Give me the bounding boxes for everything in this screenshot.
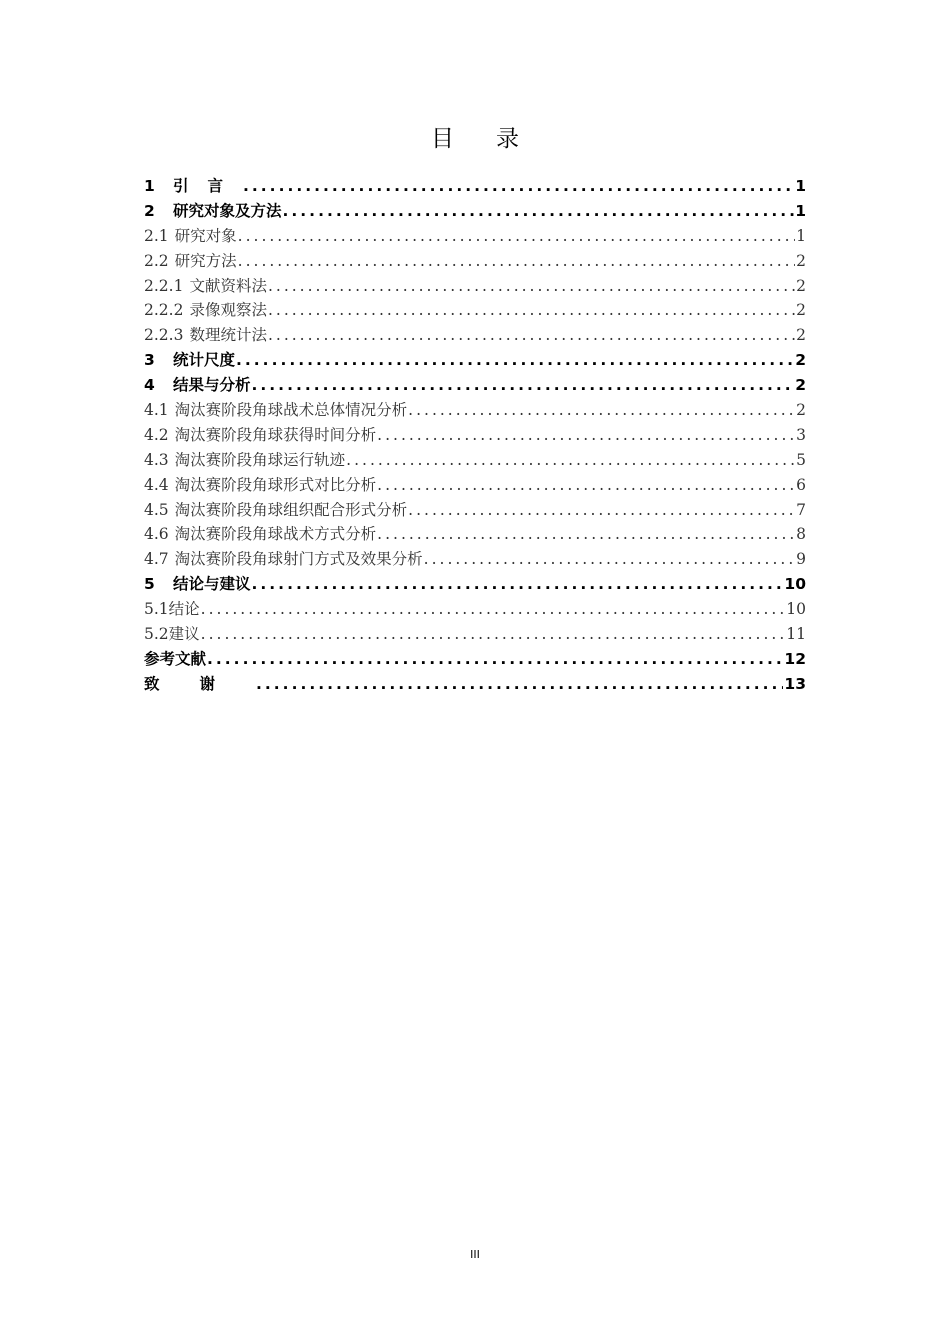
toc-entry-number: 5 [144,575,155,594]
toc-leader-dots [268,274,795,299]
toc-entry[interactable] [144,373,806,398]
toc-leader-dots [377,522,795,547]
toc-entry-page: 1 [795,201,806,220]
toc-entry-label: 统计尺度 [173,351,236,370]
toc-entry-page: 10 [786,600,806,619]
toc-entry-number: 2.2 [144,251,169,270]
toc-entry-number: 4.6 [144,525,169,544]
toc-entry[interactable] [144,672,806,697]
toc-entry-label: 结论 [168,600,200,619]
toc-entry-label: 淘汰赛阶段角球射门方式及效果分析 [174,550,423,569]
toc-entry-label: 研究对象 [174,226,237,245]
toc-entry-number: 4 [144,376,155,395]
toc-leader-dots [268,298,795,323]
toc-entry-number: 2.2.1 [144,276,184,295]
toc-entry-label: 研究方法 [174,251,237,270]
toc-entry-number: 2.2.2 [144,301,184,320]
toc-entry-label: 数理统计法 [189,326,267,345]
toc-entry-number: 3 [144,351,155,370]
toc-leader-dots [243,174,794,199]
toc-entry-label: 建议 [168,625,200,644]
page-title: 目录 [431,126,561,152]
toc-leader-dots [346,448,795,473]
toc-leader-dots [256,672,783,697]
toc-entry[interactable] [144,199,806,224]
toc-entry[interactable] [144,572,806,597]
toc-entry-label: 淘汰赛阶段角球形式对比分析 [174,475,377,494]
toc-leader-dots [201,597,786,622]
toc-leader-dots [268,323,795,348]
toc-entry-label: 录像观察法 [189,301,267,320]
toc-entry[interactable] [144,522,806,547]
toc-entry-page: 13 [784,674,806,693]
table-of-contents [144,174,806,697]
toc-entry[interactable] [144,348,806,373]
toc-entry-label: 引言 [173,177,243,195]
toc-leader-dots [207,647,783,672]
toc-leader-dots [283,199,795,224]
toc-entry-page: 12 [784,649,806,668]
toc-entry-page: 2 [796,401,806,420]
toc-entry-page: 2 [796,276,806,295]
toc-entry-page: 5 [796,450,806,469]
toc-entry[interactable] [144,174,806,199]
toc-leader-dots [408,498,795,523]
toc-entry-page: 6 [796,475,806,494]
toc-entry[interactable] [144,473,806,498]
toc-entry-page: 2 [796,301,806,320]
toc-entry-number: 5.2 [144,625,169,644]
toc-entry-label: 淘汰赛阶段角球战术总体情况分析 [174,401,408,420]
toc-entry-page: 1 [796,226,806,245]
toc-leader-dots [252,572,784,597]
toc-entry-page: 1 [795,177,806,195]
toc-entry-page: 9 [796,550,806,569]
toc-leader-dots [238,249,795,274]
toc-entry-number: 2.1 [144,226,169,245]
toc-leader-dots [377,473,795,498]
toc-entry[interactable] [144,498,806,523]
toc-leader-dots [377,423,795,448]
toc-entry-label: 致谢 [144,674,256,693]
toc-entry-page: 8 [796,525,806,544]
toc-leader-dots [252,373,795,398]
toc-entry-page: 7 [796,500,806,519]
toc-entry-number: 2.2.3 [144,326,184,345]
toc-entry[interactable] [144,249,806,274]
toc-leader-dots [408,398,795,423]
toc-entry-number: 4.2 [144,425,169,444]
toc-entry-number: 4.3 [144,450,169,469]
toc-entry-number: 4.4 [144,475,169,494]
toc-entry-label: 结论与建议 [173,575,251,594]
toc-entry[interactable] [144,224,806,249]
toc-entry-label: 淘汰赛阶段角球战术方式分析 [174,525,377,544]
toc-entry-label: 淘汰赛阶段角球组织配合形式分析 [174,500,408,519]
toc-entry-number: 4.5 [144,500,169,519]
toc-entry-label: 文献资料法 [189,276,267,295]
toc-entry[interactable] [144,448,806,473]
toc-entry[interactable] [144,423,806,448]
toc-leader-dots [238,224,795,249]
toc-entry-number: 2 [144,201,155,220]
toc-entry-number: 4.1 [144,401,169,420]
toc-entry-page: 2 [796,251,806,270]
toc-entry-label: 结果与分析 [173,376,251,395]
toc-entry-label: 研究对象及方法 [173,201,282,220]
toc-entry[interactable] [144,298,806,323]
toc-entry[interactable] [144,622,806,647]
toc-entry-page: 2 [795,351,806,370]
toc-entry-page: 10 [784,575,806,594]
toc-entry-label: 参考文献 [144,649,207,668]
toc-leader-dots [236,348,794,373]
toc-entry[interactable] [144,547,806,572]
toc-entry-page: 11 [786,625,806,644]
toc-entry-label: 淘汰赛阶段角球获得时间分析 [174,425,377,444]
page-number-footer: III [470,1248,480,1261]
toc-entry-label: 淘汰赛阶段角球运行轨迹 [174,450,346,469]
toc-entry-page: 3 [796,425,806,444]
toc-leader-dots [424,547,795,572]
toc-leader-dots [201,622,786,647]
toc-entry[interactable] [144,597,806,622]
toc-entry-number: 4.7 [144,550,169,569]
toc-entry-number: 1 [144,177,155,195]
toc-entry[interactable] [144,398,806,423]
toc-entry[interactable] [144,647,806,672]
toc-entry-number: 5.1 [144,600,169,619]
toc-entry[interactable] [144,323,806,348]
toc-entry[interactable] [144,274,806,299]
toc-entry-page: 2 [796,326,806,345]
toc-entry-page: 2 [795,376,806,395]
